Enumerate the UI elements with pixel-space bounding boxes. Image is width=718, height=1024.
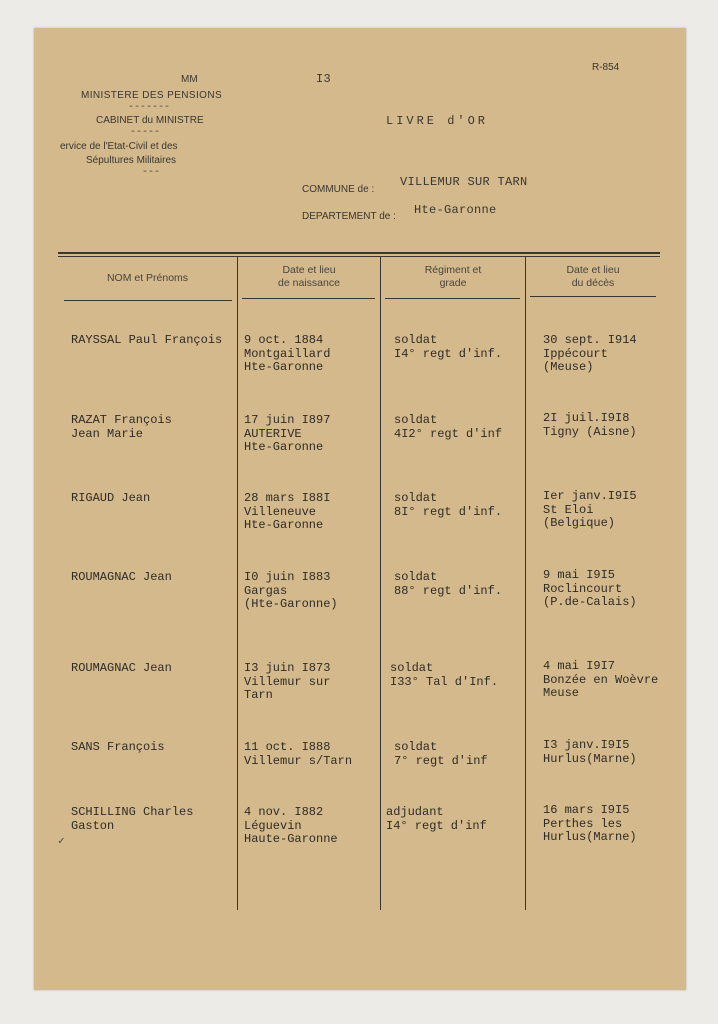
cell-name: SCHILLING Charles Gaston xyxy=(71,805,194,833)
cell-name: SANS François xyxy=(71,740,165,754)
column-header-line: du décès xyxy=(571,277,615,289)
header-underline xyxy=(242,298,375,299)
cell-birth: I0 juin I883 Gargas (Hte-Garonne) xyxy=(244,570,338,611)
cell-regiment: soldat 4I2° regt d'inf xyxy=(394,413,503,441)
initials: MM xyxy=(181,74,198,85)
ministry-name: MINISTERE DES PENSIONS xyxy=(81,90,223,101)
cell-death: 9 mai I9I5 Roclincourt (P.de-Calais) xyxy=(543,568,637,609)
column-header-name xyxy=(58,272,237,284)
separator: --- xyxy=(142,167,161,178)
header-underline xyxy=(530,296,656,297)
service-line-2: Sépultures Militaires xyxy=(86,155,177,166)
cell-regiment: adjudant I4° regt d'inf xyxy=(386,805,487,833)
cell-death: 16 mars I9I5 Perthes les Hurlus(Marne) xyxy=(543,803,637,844)
page-number: I3 xyxy=(316,72,332,86)
check-mark-icon: ✓ xyxy=(58,836,65,848)
cell-death: Ier janv.I9I5 St Eloi (Belgique) xyxy=(543,489,637,530)
table-top-rule xyxy=(58,256,660,257)
cabinet-name: CABINET du MINISTRE xyxy=(96,115,204,126)
column-header-line: Date et lieu xyxy=(282,264,336,276)
cell-birth: 4 nov. I882 Léguevin Haute-Garonne xyxy=(244,805,338,846)
cell-birth: 11 oct. I888 Villemur s/Tarn xyxy=(244,740,353,768)
service-line-1: ervice de l'Etat-Civil et des xyxy=(60,141,178,152)
column-divider xyxy=(525,256,526,910)
cell-name: RAYSSAL Paul François xyxy=(71,333,223,347)
separator: ----- xyxy=(130,127,161,138)
commune-label: COMMUNE de : xyxy=(302,184,375,195)
cell-name: ROUMAGNAC Jean xyxy=(71,661,172,675)
cell-death: 4 mai I9I7 Bonzée en Woèvre Meuse xyxy=(543,659,659,700)
cell-birth: 17 juin I897 AUTERIVE Hte-Garonne xyxy=(244,413,331,454)
column-header-birth xyxy=(238,264,380,290)
departement-label: DEPARTEMENT de : xyxy=(302,211,396,222)
reference-number: R-854 xyxy=(592,62,620,73)
column-header-regiment xyxy=(381,264,525,290)
column-divider xyxy=(380,256,381,910)
column-header-line: Date et lieu xyxy=(566,264,620,276)
cell-regiment: soldat 8I° regt d'inf. xyxy=(394,491,503,519)
column-header-death xyxy=(526,264,660,290)
cell-death: 30 sept. I914 Ippécourt (Meuse) xyxy=(543,333,637,374)
table-top-rule xyxy=(58,252,660,254)
cell-name: RIGAUD Jean xyxy=(71,491,151,505)
cell-death: 2I juil.I9I8 Tigny (Aisne) xyxy=(543,411,637,439)
cell-regiment: soldat 7° regt d'inf xyxy=(394,740,488,768)
cell-birth: 28 mars I88I Villeneuve Hte-Garonne xyxy=(244,491,331,532)
header-underline xyxy=(385,298,520,299)
column-header-line: de naissance xyxy=(278,277,340,289)
column-header-line: Régiment et xyxy=(424,264,482,276)
cell-birth: I3 juin I873 Villemur sur Tarn xyxy=(244,661,331,702)
cell-name: RAZAT François Jean Marie xyxy=(71,413,172,441)
cell-regiment: soldat I33° Tal d'Inf. xyxy=(390,661,499,689)
header-underline xyxy=(64,300,232,301)
departement-value: Hte-Garonne xyxy=(414,203,497,217)
cell-death: I3 janv.I9I5 Hurlus(Marne) xyxy=(543,738,637,766)
column-divider xyxy=(237,256,238,910)
separator: ------- xyxy=(128,102,171,113)
column-header-line: grade xyxy=(439,277,467,289)
cell-regiment: soldat I4° regt d'inf. xyxy=(394,333,503,361)
document-sheet xyxy=(34,28,686,990)
cell-birth: 9 oct. 1884 Montgaillard Hte-Garonne xyxy=(244,333,331,374)
column-header-line: NOM et Prénoms xyxy=(106,272,189,284)
commune-value: VILLEMUR SUR TARN xyxy=(400,175,528,189)
cell-name: ROUMAGNAC Jean xyxy=(71,570,172,584)
book-title: LIVRE d'OR xyxy=(386,114,489,128)
cell-regiment: soldat 88° regt d'inf. xyxy=(394,570,503,598)
